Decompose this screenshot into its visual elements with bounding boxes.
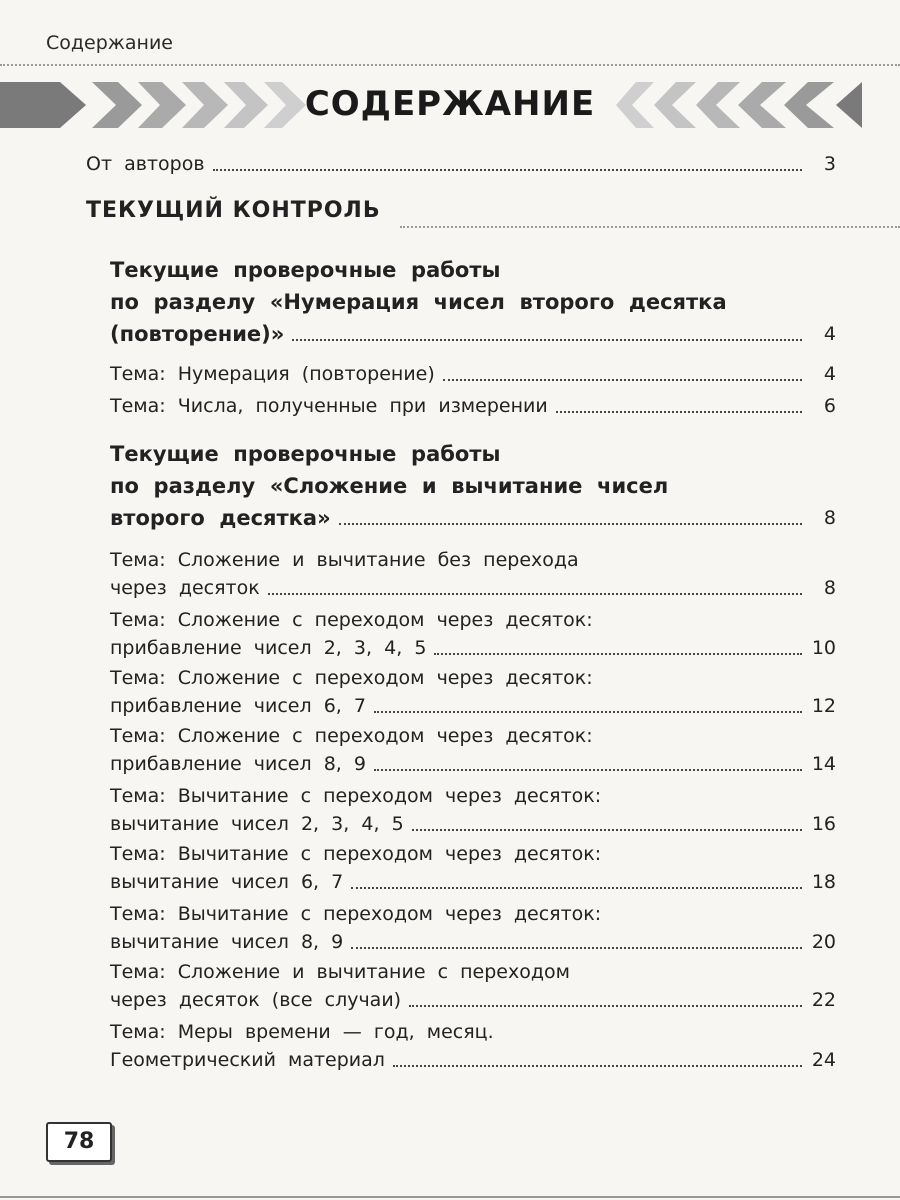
section-dotted-rule [400,226,900,228]
toc-entry [110,1046,836,1074]
toc-entry [110,692,836,720]
header-dotted-rule [0,64,900,66]
toc-page-number: 20 [811,931,836,953]
toc-entry-title: От авторов [86,153,205,175]
toc-page-number: 4 [823,363,836,385]
leader-dots [393,1064,802,1067]
leader-dots [409,1004,802,1007]
toc-entry-title-line: Тема: Меры времени — год, месяц. [110,1021,494,1043]
toc-entry-title-line: Тема: Сложение и вычитание без перехода [110,549,579,571]
toc-entry-title-line: Тема: Вычитание с переходом через десяток: [110,785,602,807]
leader-dots [374,710,802,713]
toc-entry [110,868,836,896]
toc-page-number: 8 [823,507,836,529]
toc-entry-title-line: Тема: Сложение с переходом через десяток: [110,725,593,747]
toc-group-title-line: (повторение)» [110,322,285,346]
toc-page-number: 22 [811,989,836,1011]
toc-page-number: 12 [811,695,836,717]
toc-entry-title-line: вычитание чисел 2, 3, 4, 5 [110,813,404,835]
toc-page-number: 3 [823,153,836,175]
toc-entry [110,634,836,662]
toc-entry-title-line: вычитание чисел 6, 7 [110,871,344,893]
leader-dots [268,592,802,595]
toc-page-number: 4 [823,323,836,345]
toc-entry [86,150,836,178]
toc-group-title-line: Текущие проверочные работы [110,258,501,282]
toc-entry-title-line: Тема: Сложение и вычитание с переходом [110,961,570,983]
toc-entry-title-line: через десяток (все случаи) [110,989,402,1011]
toc-entry-title-line: Тема: Вычитание с переходом через десяток: [110,903,602,925]
toc-page-number: 8 [823,577,836,599]
toc-page-number: 6 [823,395,836,417]
toc-entry-title-line: вычитание чисел 8, 9 [110,931,344,953]
toc-entry [110,392,836,420]
toc-entry [110,928,836,956]
toc-group-title-line: по разделу «Сложение и вычитание чисел [110,474,669,498]
toc-entry [110,574,836,602]
leader-dots [443,378,802,381]
toc-group-title-line: Текущие проверочные работы [110,442,501,466]
leader-dots [374,768,802,771]
leader-dots [292,338,802,341]
toc-entry [110,360,836,388]
page-title: СОДЕРЖАНИЕ [304,84,596,124]
toc-group-title-line: второго десятка» [110,506,331,530]
toc-entry-title-line: прибавление чисел 8, 9 [110,753,366,775]
leader-dots [412,828,802,831]
toc-entry-title-line: прибавление чисел 2, 3, 4, 5 [110,637,427,659]
toc-entry-title-line: Геометрический материал [110,1049,385,1071]
toc-entry-title-line: Тема: Вычитание с переходом через десяток: [110,843,602,865]
toc-entry-title: Тема: Числа, полученные при измерении [110,395,548,417]
toc-entry [110,750,836,778]
toc-group-title-line: по разделу «Нумерация чисел второго десятка [110,290,727,314]
section-heading: ТЕКУЩИЙ КОНТРОЛЬ [86,198,381,223]
toc-entry-title: Тема: Нумерация (повторение) [110,363,435,385]
toc-page-number: 18 [811,871,836,893]
toc-group-entry [110,320,836,348]
toc-entry [110,810,836,838]
toc-group-entry [110,504,836,532]
toc-page-number: 10 [811,637,836,659]
toc-entry-title-line: через десяток [110,577,260,599]
toc-entry-title-line: Тема: Сложение с переходом через десяток: [110,667,593,689]
leader-dots [351,886,802,889]
toc-entry-title-line: прибавление чисел 6, 7 [110,695,366,717]
toc-page-number: 16 [811,813,836,835]
leader-dots [351,946,802,949]
title-banner [0,74,900,136]
leader-dots [339,522,802,525]
page-number-box: 78 [46,1122,112,1162]
leader-dots [556,410,802,413]
leader-dots [213,168,802,171]
leader-dots [434,652,802,655]
toc-page-number: 24 [811,1049,836,1071]
toc-entry [110,986,836,1014]
bottom-rule [0,1196,900,1198]
toc-page-number: 14 [811,753,836,775]
toc-entry-title-line: Тема: Сложение с переходом через десяток: [110,609,593,631]
running-header: Содержание [46,32,173,54]
